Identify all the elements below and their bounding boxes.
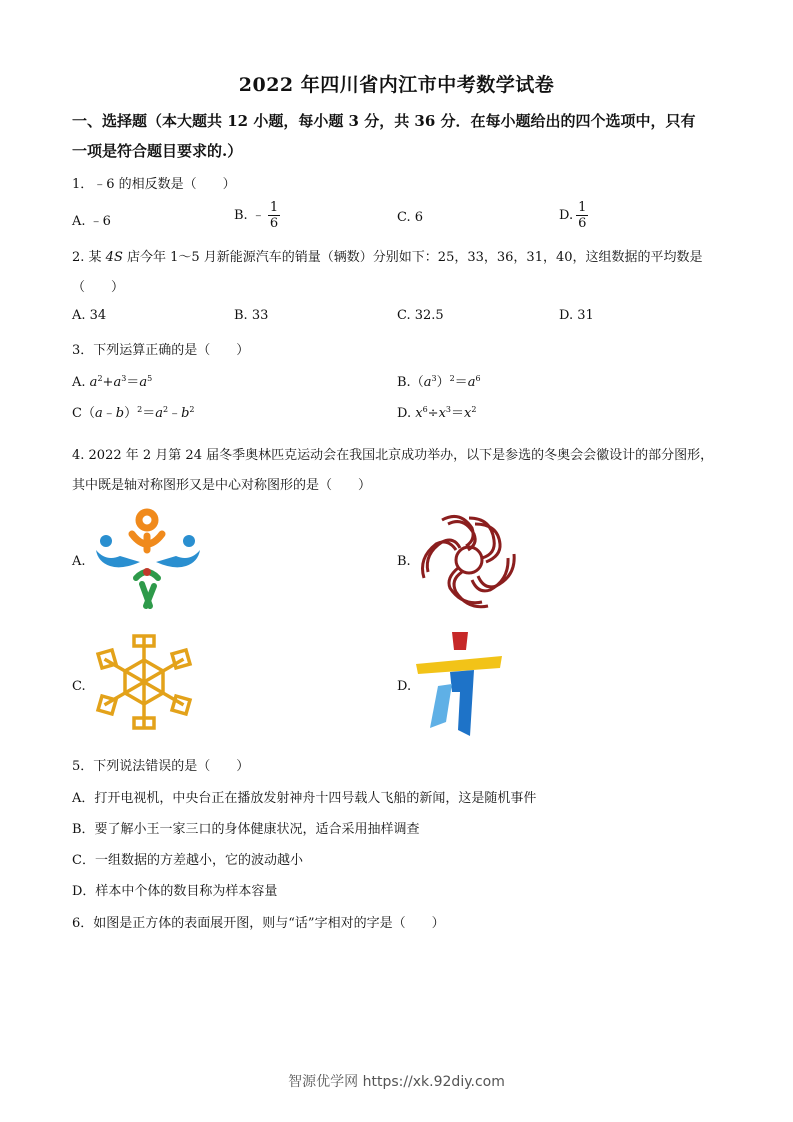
emblem-a-image — [92, 506, 204, 612]
emblem-d-image — [416, 630, 506, 738]
q5-option-d: D．样本中个体的数目称为样本容量 — [72, 884, 278, 899]
emblem-c-image — [92, 630, 196, 734]
q1-option-d-denominator: 6 — [578, 216, 587, 231]
q2-stem — [72, 246, 703, 265]
q4-option-d-label: D. — [397, 679, 412, 694]
q3-option-d-label: D. — [397, 406, 412, 421]
q3-option-c-label: C — [72, 406, 82, 421]
q4-option-a-label: A. — [72, 554, 86, 569]
q2-stem-part1: 2. 某 — [72, 250, 106, 265]
q4-option-c-label: C. — [72, 679, 86, 694]
q1-option-d — [559, 200, 588, 231]
q2-option-b: B. 33 — [234, 308, 269, 323]
q3-option-b-label: B. — [397, 375, 411, 390]
q5-stem: 5．下列说法错误的是（ ） — [72, 759, 250, 774]
page-title: 2022 年四川省内江市中考数学试卷 — [238, 74, 555, 96]
q3-option-b: $B.(a^3)^2=a^6$ — [397, 374, 481, 390]
q2-option-c: C. 32.5 — [397, 308, 444, 323]
q3-option-c: $C(a﹣b)^2=a^2﹣b^2$ — [72, 405, 195, 421]
section-heading-line1: 一、选择题（本大题共 12 小题，每小题 3 分，共 36 分．在每小题给出的四个选项中，只有 — [72, 112, 696, 130]
q3-option-a: A. $a^2+a^3=a^5$ — [72, 374, 153, 390]
q6-stem: 6．如图是正方体的表面展开图，则与“话”字相对的字是（ ） — [72, 916, 445, 931]
q5-option-a: A．打开电视机，中央台正在播放发射神舟十四号载人飞船的新闻，这是随机事件 — [72, 791, 537, 806]
q1-option-b-denominator: 6 — [269, 216, 279, 231]
q5-option-b: B．要了解小王一家三口的身体健康状况，适合采用抽样调查 — [72, 822, 420, 837]
q5-option-c: C．一组数据的方差越小，它的波动越小 — [72, 853, 303, 868]
q2-stem-line2: （ ） — [72, 280, 125, 295]
q3-stem: 3．下列运算正确的是（ ） — [72, 343, 250, 358]
section-heading-line2: 一项是符合题目要求的.） — [72, 142, 243, 160]
q2-stem-part2: 店今年 1～5 月新能源汽车的销量（辆数）分别如下：25，33，36，31，40，这组数据的平均数是 — [122, 250, 703, 265]
q1-option-d-prefix: D. — [559, 208, 574, 223]
q1-option-c: C. 6 — [397, 210, 424, 225]
q2-stem-italic: 4S — [105, 250, 123, 265]
q2-option-a: A. 34 — [72, 308, 107, 323]
q1-stem: 1．﹣6 的相反数是（ ） — [72, 177, 236, 192]
q1-option-d-fraction — [576, 200, 588, 231]
emblem-b-image — [416, 510, 522, 610]
q3-option-d: D. $x^6\div x^3=x^2$ — [397, 405, 477, 421]
q1-option-a: A. ﹣6 — [72, 214, 111, 229]
footer-watermark: 智源优学网 https://xk.92diy.com — [288, 1074, 505, 1090]
q3-option-a-label: A. — [72, 375, 86, 390]
q2-option-d: D. 31 — [559, 308, 594, 323]
q4-option-b-label: B. — [397, 554, 411, 569]
q4-stem-line2: 其中既是轴对称图形又是中心对称图形的是（ ） — [72, 478, 372, 493]
q1-option-b-numerator: 1 — [269, 200, 279, 215]
q1-option-b — [234, 200, 280, 231]
q4-stem-line1: 4. 2022 年 2 月第 24 届冬季奥林匹克运动会在我国北京成功举办，以下是参选的冬奥会会徽设计的部分图形， — [72, 448, 714, 463]
q1-option-b-prefix: B. ﹣ — [234, 208, 265, 223]
q1-option-d-numerator: 1 — [578, 200, 587, 215]
q1-option-b-fraction — [268, 200, 280, 231]
